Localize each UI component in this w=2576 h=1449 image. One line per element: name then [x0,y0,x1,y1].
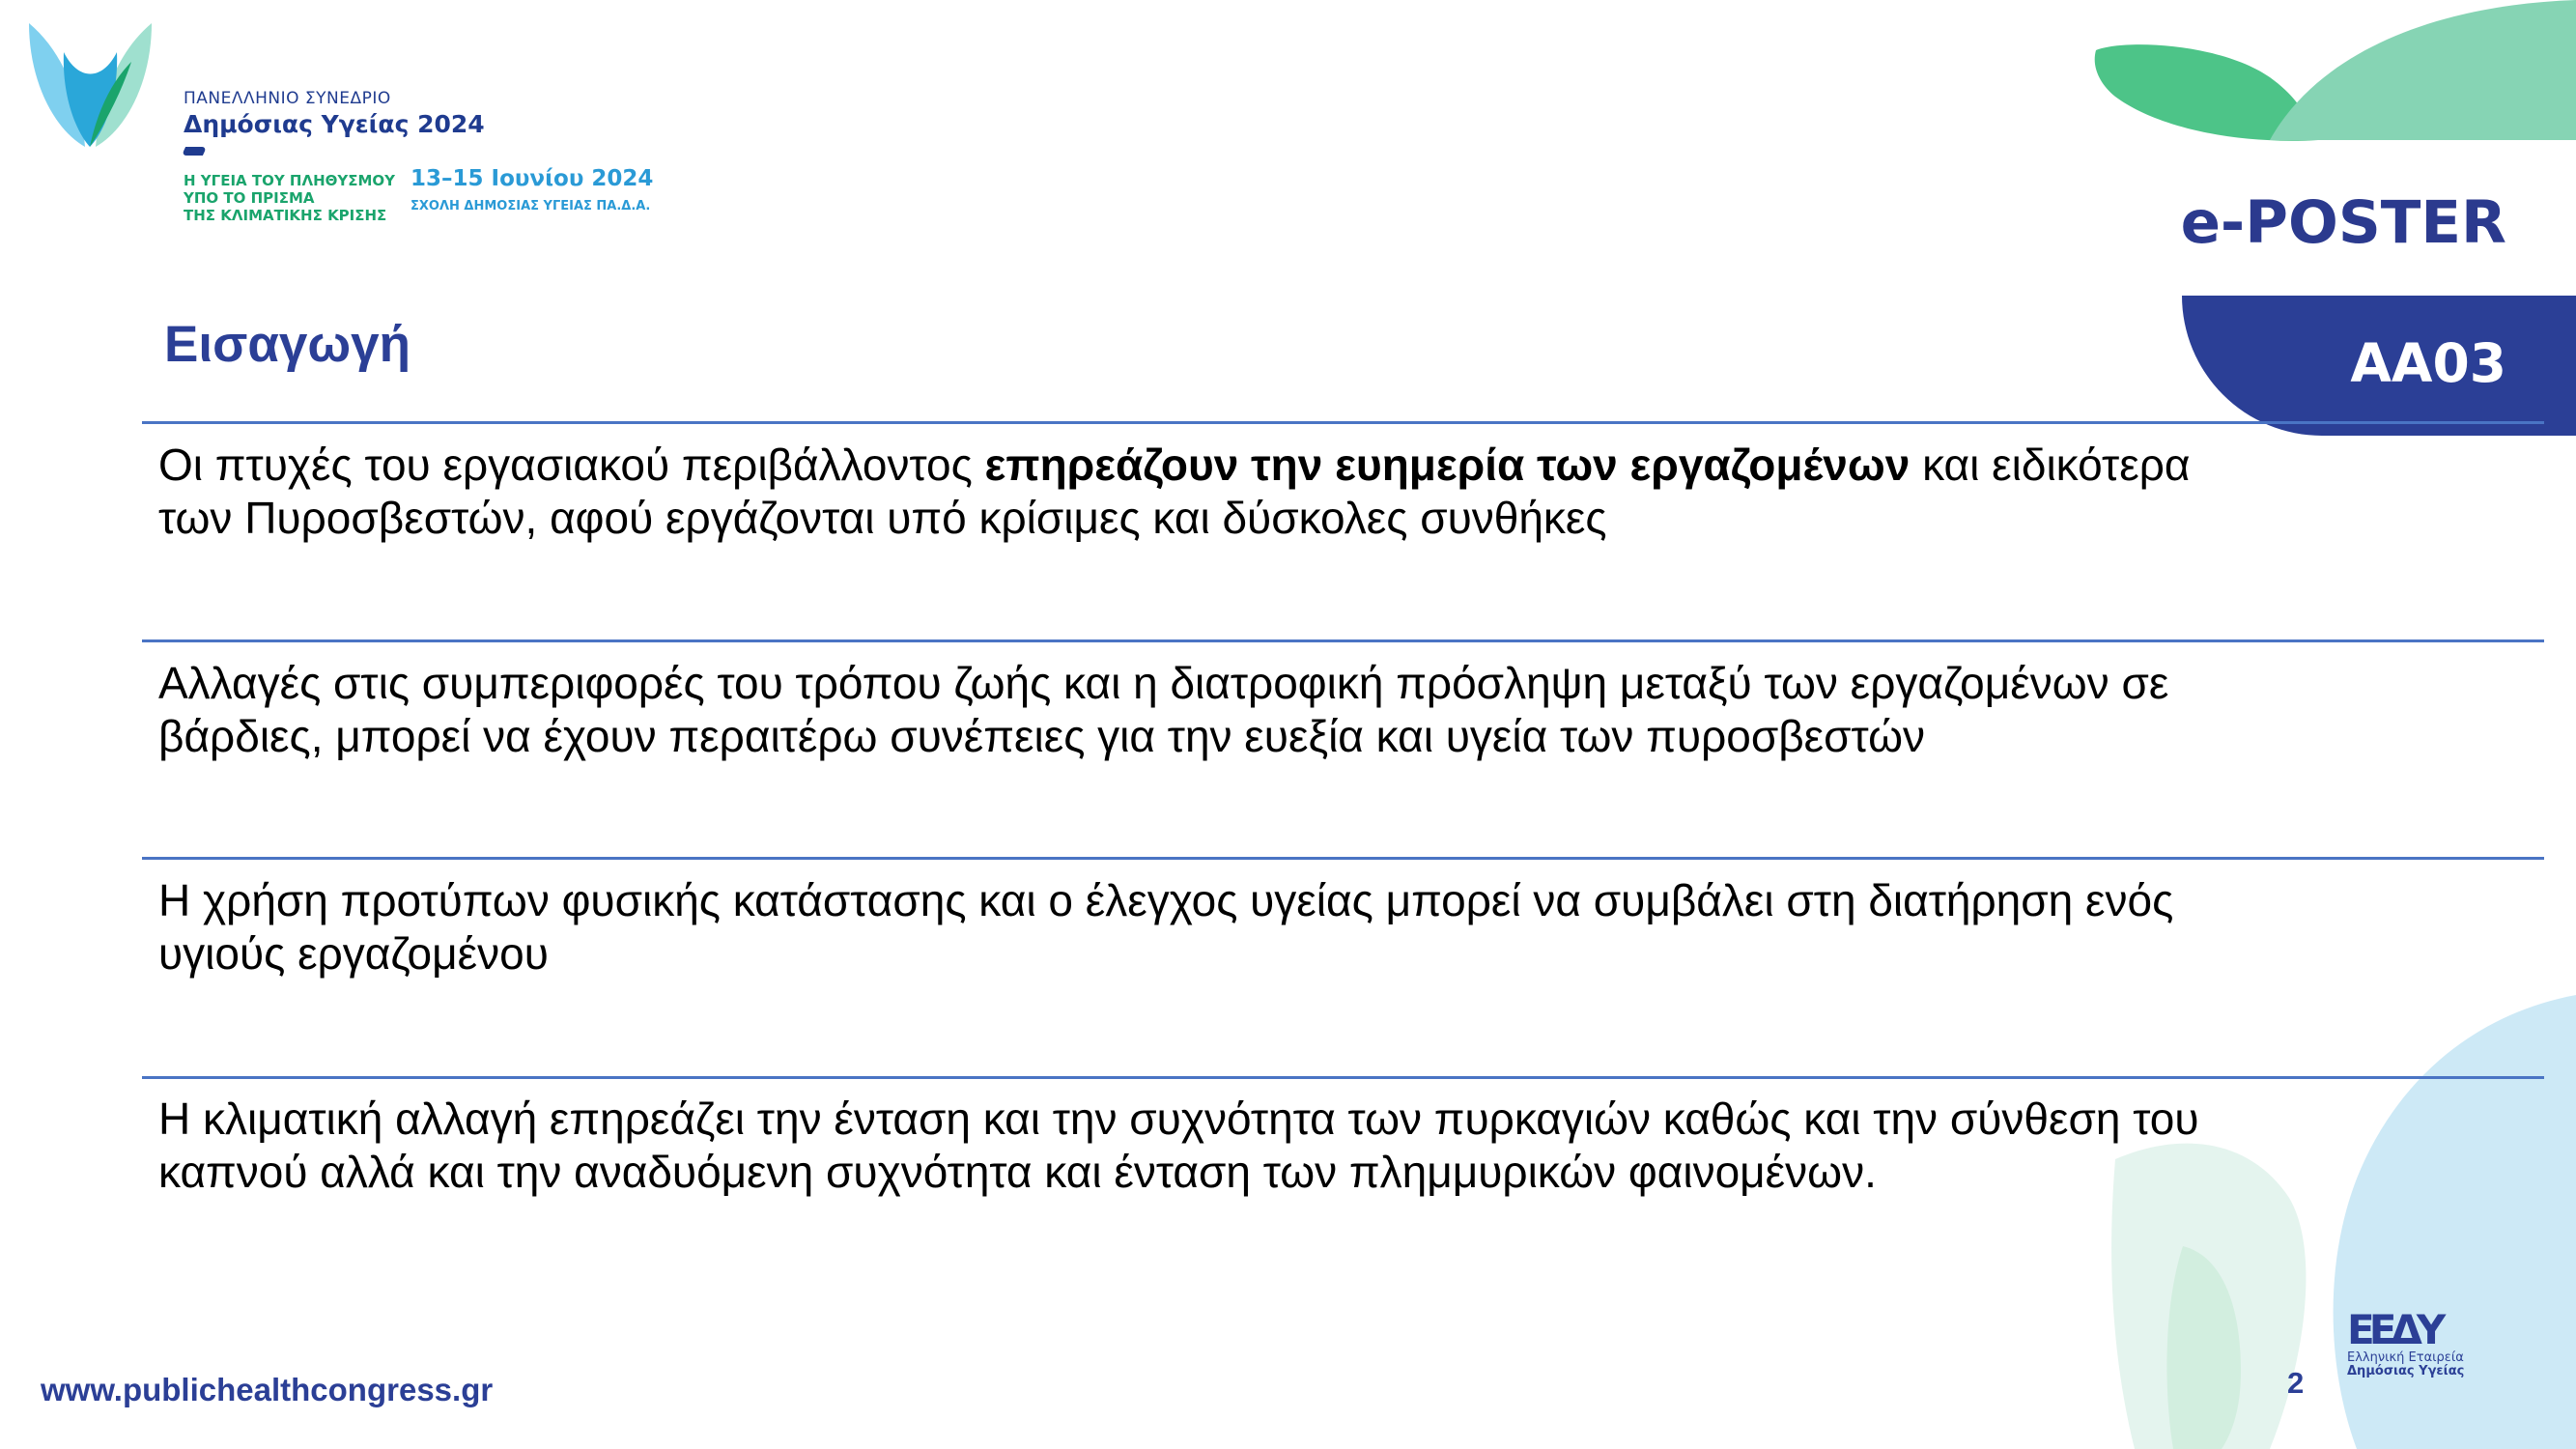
theme-line-1: Η ΥΓΕΙΑ ΤΟΥ ΠΛΗΘΥΣΜΟΥ [184,172,396,189]
paragraph-1-bold: επηρεάζουν την ευημερία των εργαζομένων [984,440,1911,490]
paragraph-2: Αλλαγές στις συμπεριφορές του τρόπου ζωής και η διατροφική πρόσληψη μεταξύ των εργαζομένων σε βάρδιες, μπορεί να έχουν περαιτέρω συνέπειες για την ευεξία και υγεία των πυροσβεστών [158,658,2169,761]
paragraph-1 [158,439,2515,545]
conference-dates: 13–15 Ιουνίου 2024 [410,166,654,191]
conference-kicker: ΠΑΝΕΛΛΗΝΙΟ ΣΥΝΕΔΡΙΟ [184,89,391,108]
website-link[interactable]: www.publichealthcongress.gr [41,1372,494,1407]
society-mark [2347,1306,2473,1353]
paragraph-3: Η χρήση προτύπων φυσικής κατάστασης και ο έλεγχος υγείας μπορεί να συμβάλει στη διατήρηση ενός υγιούς εργαζομένου [158,875,2174,979]
section-title: Εισαγωγή [164,316,411,373]
poster-code: AA03 [2350,332,2506,394]
paragraph-1-pre: Οι πτυχές του εργασιακού περιβάλλοντος [158,440,985,490]
theme-line-2: ΥΠΟ ΤΟ ΠΡΙΣΜΑ [184,189,315,207]
divider-4 [142,1076,2544,1079]
conference-name: Δημόσιας Υγείας 2024 [184,110,485,138]
logo-dash [182,147,207,156]
poster-type-label: e-POSTER [2180,188,2506,257]
conference-theme [184,172,395,224]
leaf-decoration-bottom [2106,966,2576,1449]
divider-3 [142,857,2544,860]
society-logo [2347,1306,2473,1386]
divider-1 [142,421,2544,424]
page-number: 2 [2287,1366,2305,1400]
paragraph-1-post: και ειδικότερα των Πυροσβεστών, αφού εργάζονται υπό κρίσιμες και δύσκολες συνθήκες [158,440,2191,543]
society-mark-text: ΕΕΔΥ [2347,1306,2441,1353]
paragraph-4: Η κλιματική αλλαγή επηρεάζει την ένταση και την συχνότητα των πυρκαγιών καθώς και την σύνθεση του καπνού αλλά και την αναδυόμενη συχνότητα και ένταση των πλημμυρικών φαινομένων. [158,1094,2199,1197]
society-line-1: Ελληνική Εταιρεία [2347,1350,2464,1365]
conference-venue: ΣΧΟΛΗ ΔΗΜΟΣΙΑΣ ΥΓΕΙΑΣ ΠΑ.Δ.Α. [410,199,651,213]
conference-leaf-logo [25,23,156,149]
society-line-2: Δημόσιας Υγείας [2347,1364,2465,1378]
divider-2 [142,639,2544,642]
leaf-decoration-top [2086,0,2576,145]
theme-line-3: ΤΗΣ ΚΛΙΜΑΤΙΚΗΣ ΚΡΙΣΗΣ [184,207,387,224]
